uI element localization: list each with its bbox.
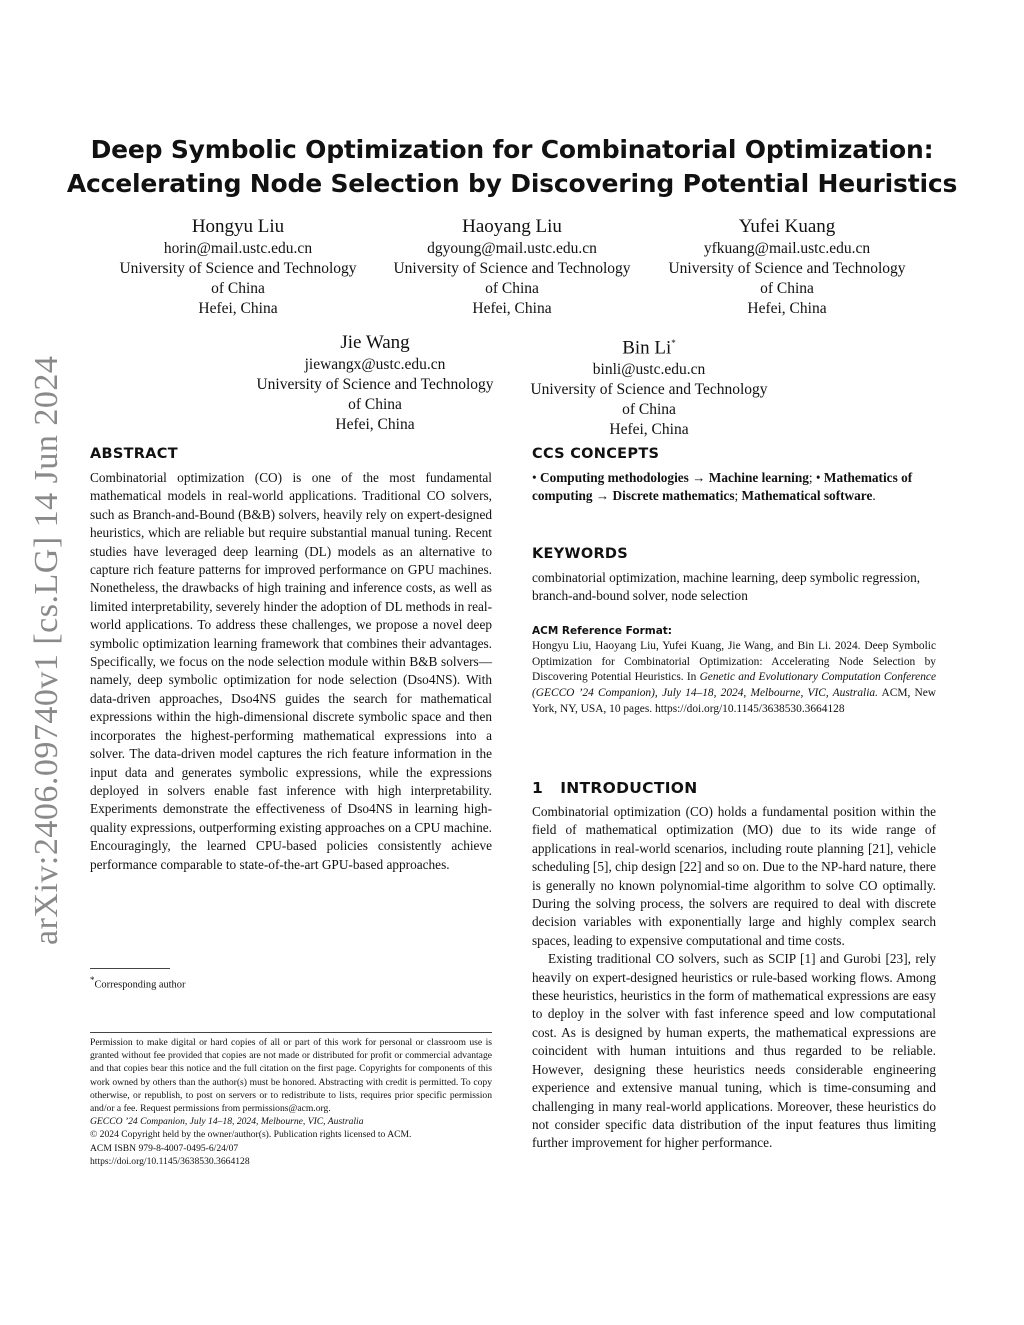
ccs-concept-3: Mathematical software: [741, 488, 873, 504]
abstract-text: Combinatorial optimization (CO) is one of the most fundamental mathematical models in real-world applications. Traditional CO solvers, such as Branch-and-Bound (B&B) solvers, heavily rely on expert-designed heuristics, which are reliable but require substantial manual tuning. Recent studies have leveraged deep learning (DL) models as an alternative to capture rich feature patterns for improved performance on GPU machines. Nonetheless, the drawbacks of high training and inference costs, as well as limited interpretability, severely hinder the adoption of DL methods in real-world applications. To address these challenges, we propose a novel deep symbolic optimization learning framework that combines their advantages. Specifically, we focus on the node selection module within B&B solvers—namely, deep symbolic optimization for node selection (Dso4NS). With data-driven approaches, Dso4NS guides the search for mathematical expressions within the high-dimensional discrete symbolic space and then incorporates the highest-performing mathematical expressions into a solver. The data-driven model captures the rich feature information in the input data and generates symbolic expressions, while the expressions deployed in solvers enable fast inference with high interpretability. Experiments demonstrate the effectiveness of Dso4NS in learning high-quality expressions, outperforming existing approaches on a CPU machine. Encouragingly, the learned CPU-based policies consistently achieve performance comparable to state-of-the-art GPU-based approaches.: [90, 470, 492, 872]
introduction-paragraph-2: Existing traditional CO solvers, such as SCIP [1] and Gurobi [23], rely heavily on expert-designed heuristics or rule-based working flows. Among these heuristics, heuristics in the form of mathematical expressions are easy to deploy in the solver with fast inference speed and low computational cost. As is designed by human experts, the mathematical expressions are coincident with human intuitions and thus regarded to be reliable. However, designing these heuristics needs considerable engineering experience and extensive manual tuning, which is time-consuming and challenging in many real-world applications. Moreover, these heuristics do not consider specific data distribution of the input features thus limiting further improvement for higher performance.: [532, 951, 936, 1151]
author-affiliation: University of Science and Technology: [393, 260, 631, 277]
author-name: Haoyang Liu: [462, 216, 562, 237]
permission-block: [90, 1036, 492, 1168]
ccs-section: [532, 446, 936, 506]
author-city: Hefei, China: [747, 300, 827, 317]
author-block: [103, 215, 373, 319]
author-city: Hefei, China: [609, 421, 689, 439]
author-name: Hongyu Liu: [191, 216, 285, 237]
author-email: horin@mail.ustc.edu.cn: [163, 240, 313, 257]
arxiv-stamp: arXiv:2406.09740v1 [cs.LG] 14 Jun 2024: [28, 355, 65, 945]
author-email: jiewangx@ustc.edu.cn: [304, 356, 446, 373]
keywords-heading: KEYWORDS: [532, 546, 629, 562]
acm-reference: [532, 625, 936, 718]
ccs-concept-2: Mathematics of computing → Discrete mathematics: [532, 470, 913, 504]
author-email: dgyoung@mail.ustc.edu.cn: [427, 240, 597, 257]
author-affiliation: University of Science and Technology: [668, 260, 906, 277]
author-city: Hefei, China: [472, 300, 552, 317]
author-affiliation: of China: [211, 280, 265, 297]
acm-reference-text: Hongyu Liu, Haoyang Liu, Yufei Kuang, Jie Wang, and Bin Li. 2024. Deep Symbolic Optimization for Combinatorial Optimization: Accelerating Node Selection by Discovering Potential Heuristics. In Genetic and Evolutionary Computation Conference (GECCO ’24 Companion), July 14–18, 2024, Melbourne, VIC, Australia. ACM, New York, NY, USA, 10 pages. https://doi.org/10.1145/3638530.3664128: [532, 640, 937, 715]
acm-reference-venue: Genetic and Evolutionary Computation Conference (GECCO ’24 Companion), July 14–18, 2024, Melbourne, VIC, Australia.: [532, 671, 936, 700]
author-email: yfkuang@mail.ustc.edu.cn: [703, 240, 871, 257]
keywords-section: [532, 546, 936, 606]
author-affiliation: of China: [760, 280, 814, 297]
author-name: Bin Li*: [622, 337, 676, 359]
introduction-heading: 1 INTRODUCTION: [532, 779, 698, 797]
keywords-text: combinatorial optimization, machine learning, deep symbolic regression, branch-and-bound solver, node selection: [532, 570, 921, 604]
ccs-concept-1: Computing methodologies → Machine learning: [539, 470, 809, 485]
author-name: Yufei Kuang: [738, 216, 836, 237]
footnote-mark: *: [90, 975, 95, 985]
paper-title: [60, 133, 964, 201]
footnote-rule: [90, 968, 170, 969]
permission-venue: GECCO ’24 Companion, July 14–18, 2024, Melbourne, VIC, Australia: [90, 1116, 364, 1128]
ccs-heading: CCS CONCEPTS: [532, 446, 660, 462]
author-city: Hefei, China: [335, 416, 415, 433]
author-block: [377, 215, 647, 319]
author-name: Jie Wang: [340, 332, 410, 353]
author-block: [514, 331, 784, 440]
permission-rule: [90, 1032, 492, 1033]
introduction-paragraph-1: Combinatorial optimization (CO) holds a fundamental position within the field of mathematical optimization (MO) due to its wide range of applications in real-world scenarios, including route planning [21], vehicle scheduling [5], chip design [22] and so on. Due to the NP-hard nature, there is generally no known polynomial-time algorithm to solve CO optimally. During the solving process, the solvers are required to deal with discrete decision variables with exponentially large and highly complex search spaces, leading to expensive computational and time costs.: [532, 804, 936, 948]
ccs-text: • Computing methodologies → Machine learning; • Mathematics of computing → Discrete mathematics; Mathematical software.: [532, 470, 913, 504]
permission-doi: https://doi.org/10.1145/3638530.3664128: [90, 1155, 250, 1167]
author-affiliation: University of Science and Technology: [256, 376, 494, 393]
abstract-section: [90, 446, 492, 874]
permission-isbn: ACM ISBN 979-8-4007-0495-6/24/07: [90, 1142, 239, 1154]
author-block: [652, 215, 922, 319]
abstract-heading: ABSTRACT: [90, 446, 178, 462]
introduction-section: [532, 779, 936, 1153]
title-line-1: Deep Symbolic Optimization for Combinatorial Optimization:: [90, 135, 934, 164]
author-city: Hefei, China: [198, 300, 278, 317]
author-email: binli@ustc.edu.cn: [592, 361, 706, 379]
footnote-text: Corresponding author: [94, 979, 186, 991]
author-affiliation: of China: [485, 280, 539, 297]
author-affiliation: University of Science and Technology: [530, 381, 768, 399]
author-affiliation: of China: [622, 401, 676, 419]
title-line-2: Accelerating Node Selection by Discovering Potential Heuristics: [66, 169, 958, 198]
permission-copyright: © 2024 Copyright held by the owner/author(s). Publication rights licensed to ACM.: [90, 1129, 412, 1141]
author-block: [240, 331, 510, 435]
corresponding-mark: *: [671, 338, 676, 348]
permission-text: Permission to make digital or hard copies of all or part of this work for personal or classroom use is granted without fee provided that copies are not made or distributed for profit or commercial advantage and that copies bear this notice and the full citation on the first page. Copyrights for components of this work owned by others than the author(s) must be honored. Abstracting with credit is permitted. To copy otherwise, or republish, to post on servers or to redistribute to lists, requires prior specific permission and/or a fee. Request permissions from permissions@acm.org.: [90, 1037, 492, 1115]
author-affiliation: of China: [348, 396, 402, 413]
footnote: [90, 974, 492, 992]
acm-reference-heading: ACM Reference Format:: [532, 625, 672, 637]
author-affiliation: University of Science and Technology: [119, 260, 357, 277]
